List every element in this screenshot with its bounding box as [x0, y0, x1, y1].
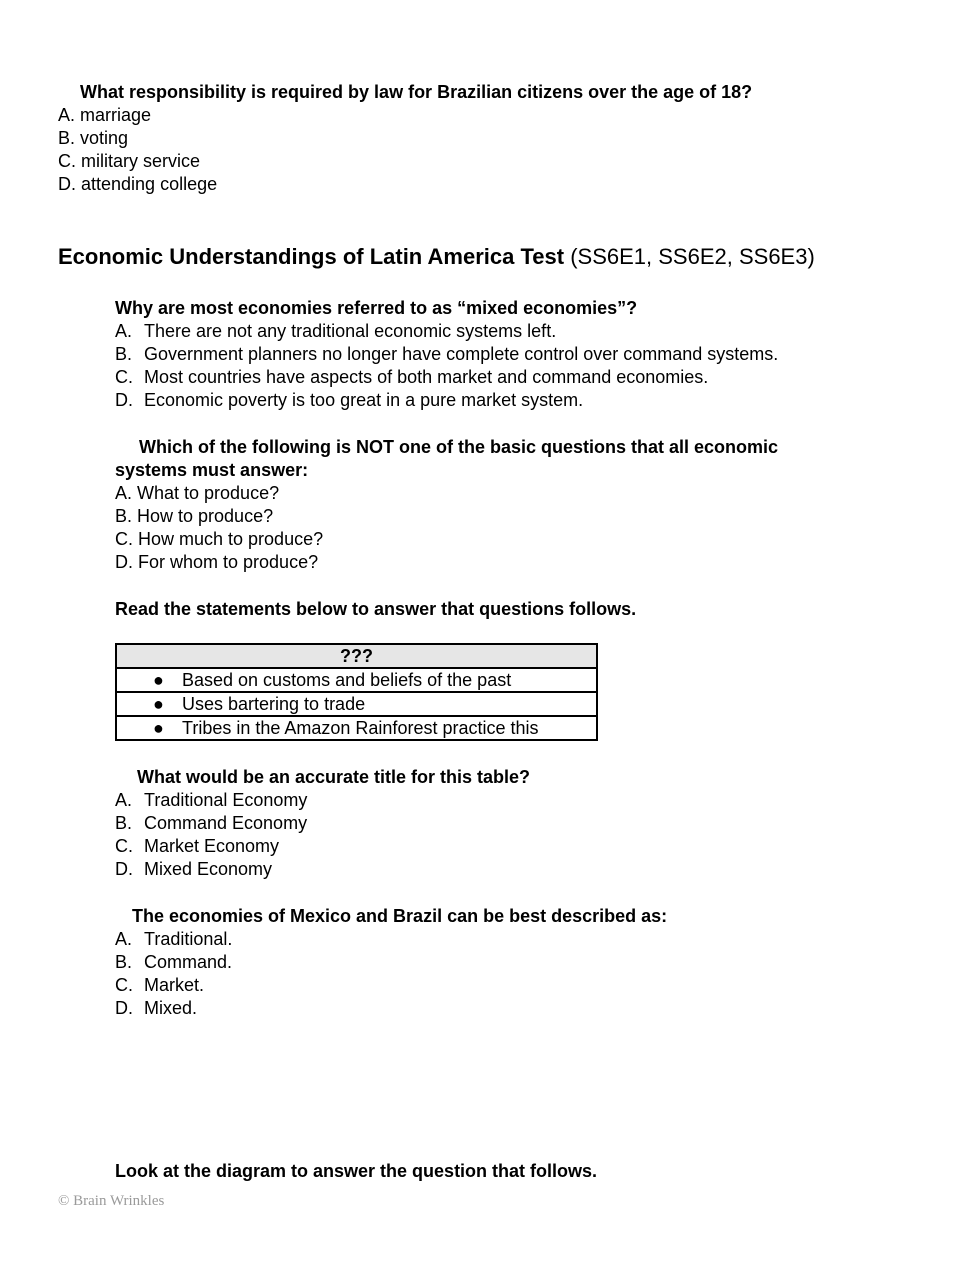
question-4 [115, 766, 530, 881]
question-1-options [58, 104, 752, 196]
question-4-options [115, 789, 530, 881]
question-2-stem: Why are most economies referred to as “mixed economies”? [115, 298, 638, 318]
option-c: C. Market. [115, 975, 205, 995]
diagram-instruction: Look at the diagram to answer the question that follows. [115, 1161, 598, 1181]
question-3-stem: Which of the following is NOT one of the basic questions that all economic systems must answer: [115, 437, 779, 480]
option-d: D. Mixed. [115, 998, 198, 1018]
question-2 [115, 297, 778, 412]
option-d: D. Economic poverty is too great in a pure market system. [115, 390, 584, 410]
option-a: A. Traditional Economy [115, 790, 308, 810]
option-c: C. military service [58, 151, 201, 171]
statements-table [115, 643, 598, 741]
option-b: B. How to produce? [115, 506, 274, 526]
question-5-options [115, 928, 667, 1020]
option-a: A. marriage [58, 105, 152, 125]
option-b: B. Government planners no longer have complete control over command systems. [115, 344, 779, 364]
question-3 [115, 436, 778, 574]
option-b: B. voting [58, 128, 129, 148]
question-1-stem: What responsibility is required by law for Brazilian citizens over the age of 18? [80, 82, 753, 102]
question-5 [115, 905, 667, 1020]
option-c: C. How much to produce? [115, 529, 324, 549]
option-a: A. Traditional. [115, 929, 233, 949]
section-standards: (SS6E1, SS6E2, SS6E3) [564, 244, 815, 269]
option-b: B. Command. [115, 952, 233, 972]
table-row: ● Based on customs and beliefs of the past [116, 668, 597, 692]
copyright-footer: © Brain Wrinkles [58, 1193, 165, 1209]
question-5-stem: The economies of Mexico and Brazil can be best described as: [132, 906, 668, 926]
question-4-stem: What would be an accurate title for this table? [137, 767, 531, 787]
read-instruction: Read the statements below to answer that questions follows. [115, 599, 637, 619]
question-2-options [115, 320, 778, 412]
section-heading [58, 243, 815, 271]
option-d: D. Mixed Economy [115, 859, 273, 879]
table-header: ??? [116, 644, 597, 668]
option-c: C. Market Economy [115, 836, 280, 856]
option-a: A. There are not any traditional economic systems left. [115, 321, 557, 341]
question-1 [58, 81, 752, 196]
option-d: D. For whom to produce? [115, 552, 319, 572]
table-row: ● Uses bartering to trade [116, 692, 597, 716]
table-row: ● Tribes in the Amazon Rainforest practice this [116, 716, 597, 740]
section-title: Economic Understandings of Latin America Test [58, 244, 565, 269]
option-a: A. What to produce? [115, 483, 280, 503]
option-c: C. Most countries have aspects of both market and command economies. [115, 367, 709, 387]
option-d: D. attending college [58, 174, 218, 194]
option-b: B. Command Economy [115, 813, 308, 833]
question-3-options [115, 482, 778, 574]
